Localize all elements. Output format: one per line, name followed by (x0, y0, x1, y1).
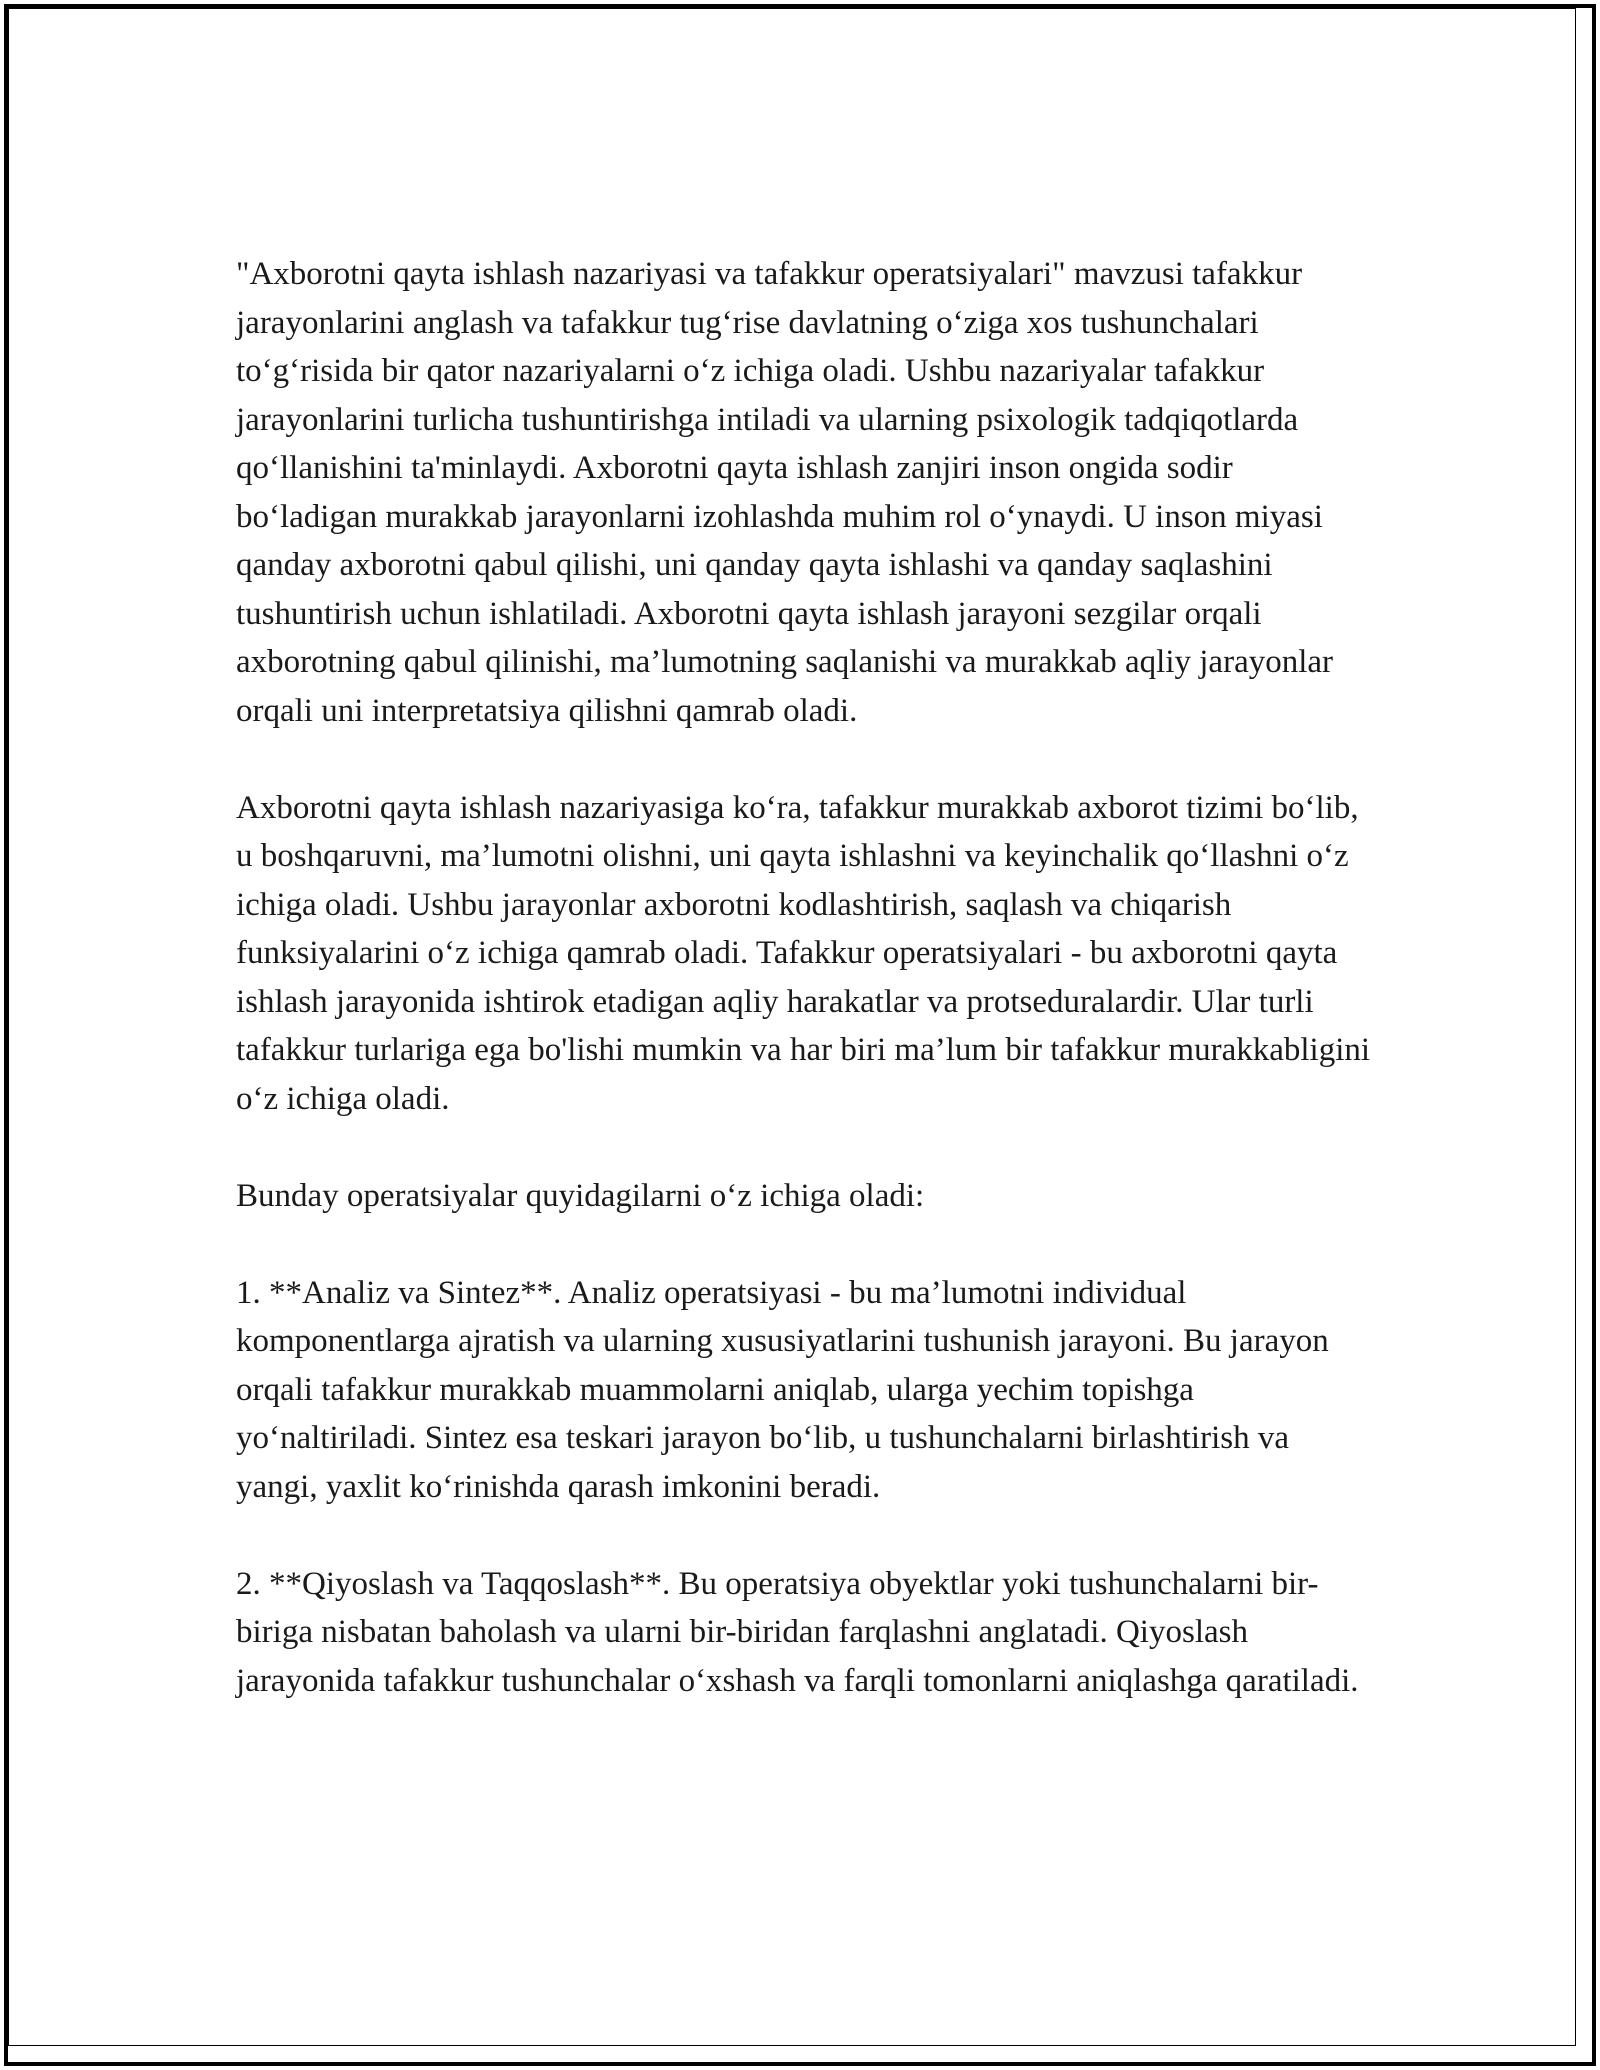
paragraph-theory: Axborotni qayta ishlash nazariyasiga ko‘ra, tafakkur murakkab axborot tizimi bo‘lib, u boshqaruvni, ma’lumotni olishni, uni qayta ishlashni va keyinchalik qo‘llashni o‘z ichiga oladi. Ushbu jarayonlar axborotni kodlashtirish, saqlash va chiqarish funksiyalarini o‘z ichiga qamrab oladi. Tafakkur operatsiyalari - bu axborotni qayta ishlash jarayonida ishtirok etadigan aqliy harakatlar va protseduralardir. Ular turli tafakkur turlariga ega bo'lishi mumkin va har biri ma’lum bir tafakkur murakkabligini o‘z ichiga oladi. (236, 789, 1371, 1117)
list-item-analysis-synthesis: 1. **Analiz va Sintez**. Analiz operatsiyasi - bu ma’lumotni individual komponentlarga ajratish va ularning xususiyatlarini tushunish jarayoni. Bu jarayon orqali tafakkur murakkab muammolarni aniqlab, ularga yechim topishga yo‘naltiriladi. Sintez esa teskari jarayon bo‘lib, u tushunchalarni birlashtirish va yangi, yaxlit ko‘rinishda qarash imkonini beradi. (236, 1274, 1329, 1505)
paragraph-intro: "Axborotni qayta ishlash nazariyasi va tafakkur operatsiyalari" mavzusi tafakkur jarayonlarini anglash va tafakkur tug‘rise davlatning o‘ziga xos tushunchalari to‘g‘risida bir qator nazariyalarni o‘z ichiga oladi. Ushbu nazariyalar tafakkur jarayonlarini turlicha tushuntirishga intiladi va ularning psixologik tadqiqotlarda qo‘llanishini ta'minlaydi. Axborotni qayta ishlash zanjiri inson ongida sodir bo‘ladigan murakkab jarayonlarni izohlashda muhim rol o‘ynaydi. U inson miyasi qanday axborotni qabul qilishi, uni qanday qayta ishlashi va qanday saqlashini tushuntirish uchun ishlatiladi. Axborotni qayta ishlash jarayoni sezgilar orqali axborotning qabul qilinishi, ma’lumotning saqlanishi va murakkab aqliy jarayonlar orqali uni interpretatsiya qilishni qamrab oladi. (236, 256, 1334, 729)
paragraph-operations-intro: Bunday operatsiyalar quyidagilarni o‘z ichiga oladi: (236, 1177, 925, 1214)
document-body (236, 250, 1372, 1705)
list-item-comparison: 2. **Qiyoslash va Taqqoslash**. Bu operatsiya obyektlar yoki tushunchalarni bir-biriga nisbatan baholash va ularni bir-biridan farqlashni anglatadi. Qiyoslash jarayonida tafakkur tushunchalar o‘xshash va farqli tomonlarni aniqlashga qaratiladi. (236, 1565, 1359, 1699)
